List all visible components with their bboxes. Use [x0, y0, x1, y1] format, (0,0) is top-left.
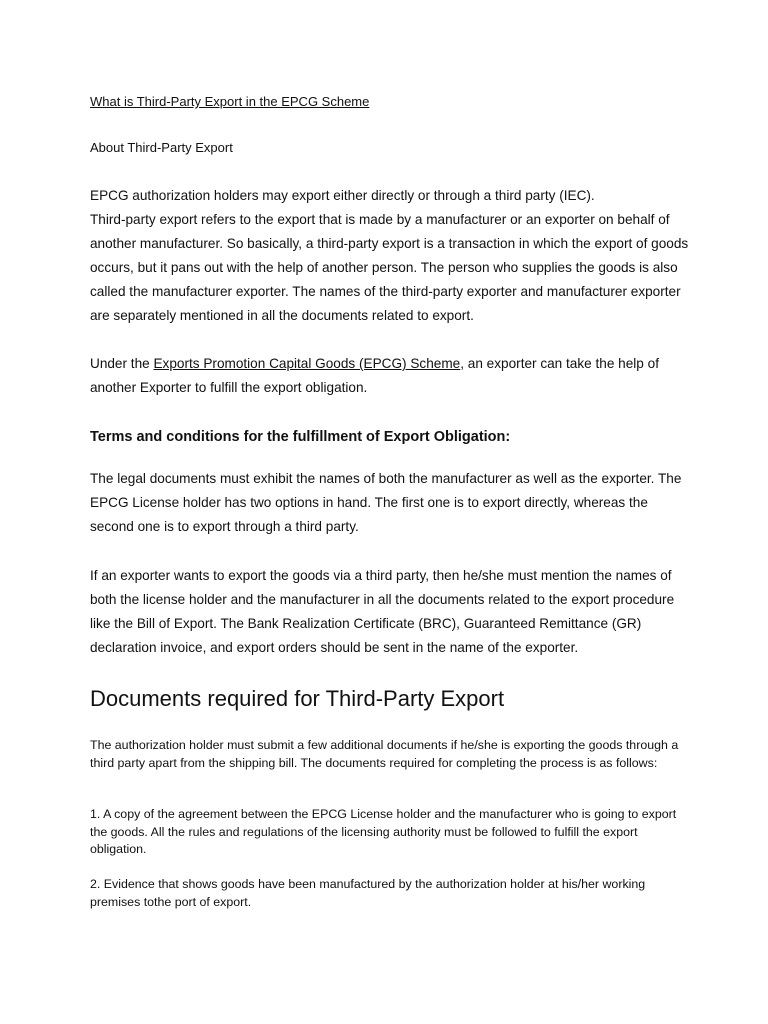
intro-paragraph-first-line: EPCG authorization holders may export either directly or through a third party (IEC). — [90, 188, 595, 203]
legal-documents-paragraph: The legal documents must exhibit the names of both the manufacturer as well as the exporter. The EPCG License holder has two options in hand. The first one is to export directly, whereas the second one is to export through a third party. — [90, 471, 682, 534]
epcg-paragraph-prefix: Under the — [90, 356, 154, 371]
epcg-scheme-paragraph — [90, 352, 690, 400]
terms-heading: Terms and conditions for the fulfillment of Export Obligation: — [90, 429, 511, 445]
epcg-paragraph-suffix: , an exporter can take the help of another Exporter to fulfill the export obligation. — [90, 356, 659, 395]
intro-paragraph-body: Third-party export refers to the export that is made by a manufacturer or an exporter on behalf of another manufacturer. So basically, a third-party export is a transaction in which the export of goods occurs, but it pans out with the help of another person. The person who supplies the goods is also called the manufacturer exporter. The names of the third-party exporter and manufacturer exporter are separately mentioned in all the documents related to export. — [90, 212, 689, 323]
epcg-scheme-link[interactable]: Exports Promotion Capital Goods (EPCG) Scheme — [153, 356, 461, 371]
document-title-link[interactable]: What is Third-Party Export in the EPCG Scheme — [90, 94, 370, 109]
list-item: 1. A copy of the agreement between the EPCG License holder and the manufacturer who is going to export the goods. All the rules and regulations of the licensing authority must be followed to fulfill the export obligation. — [90, 807, 677, 856]
documents-heading: Documents required for Third-Party Export — [90, 686, 505, 711]
third-party-names-paragraph: If an exporter wants to export the goods via a third party, then he/she must mention the names of both the license holder and the manufacturer in all the documents related to the export procedure like the Bill of Export. The Bank Realization Certificate (BRC), Guaranteed Remittance (GR) declaration invoice, and export orders should be sent in the name of the exporter. — [90, 568, 675, 655]
list-item: 2. Evidence that shows goods have been manufactured by the authorization holder at his/her working premises tothe port of export. — [90, 877, 646, 909]
documents-intro-paragraph: The authorization holder must submit a few additional documents if he/she is exporting the goods through a third party apart from the shipping bill. The documents required for completing the process is as follows: — [90, 738, 679, 770]
section-subheading: About Third-Party Export — [90, 140, 233, 155]
intro-paragraph — [90, 184, 690, 328]
